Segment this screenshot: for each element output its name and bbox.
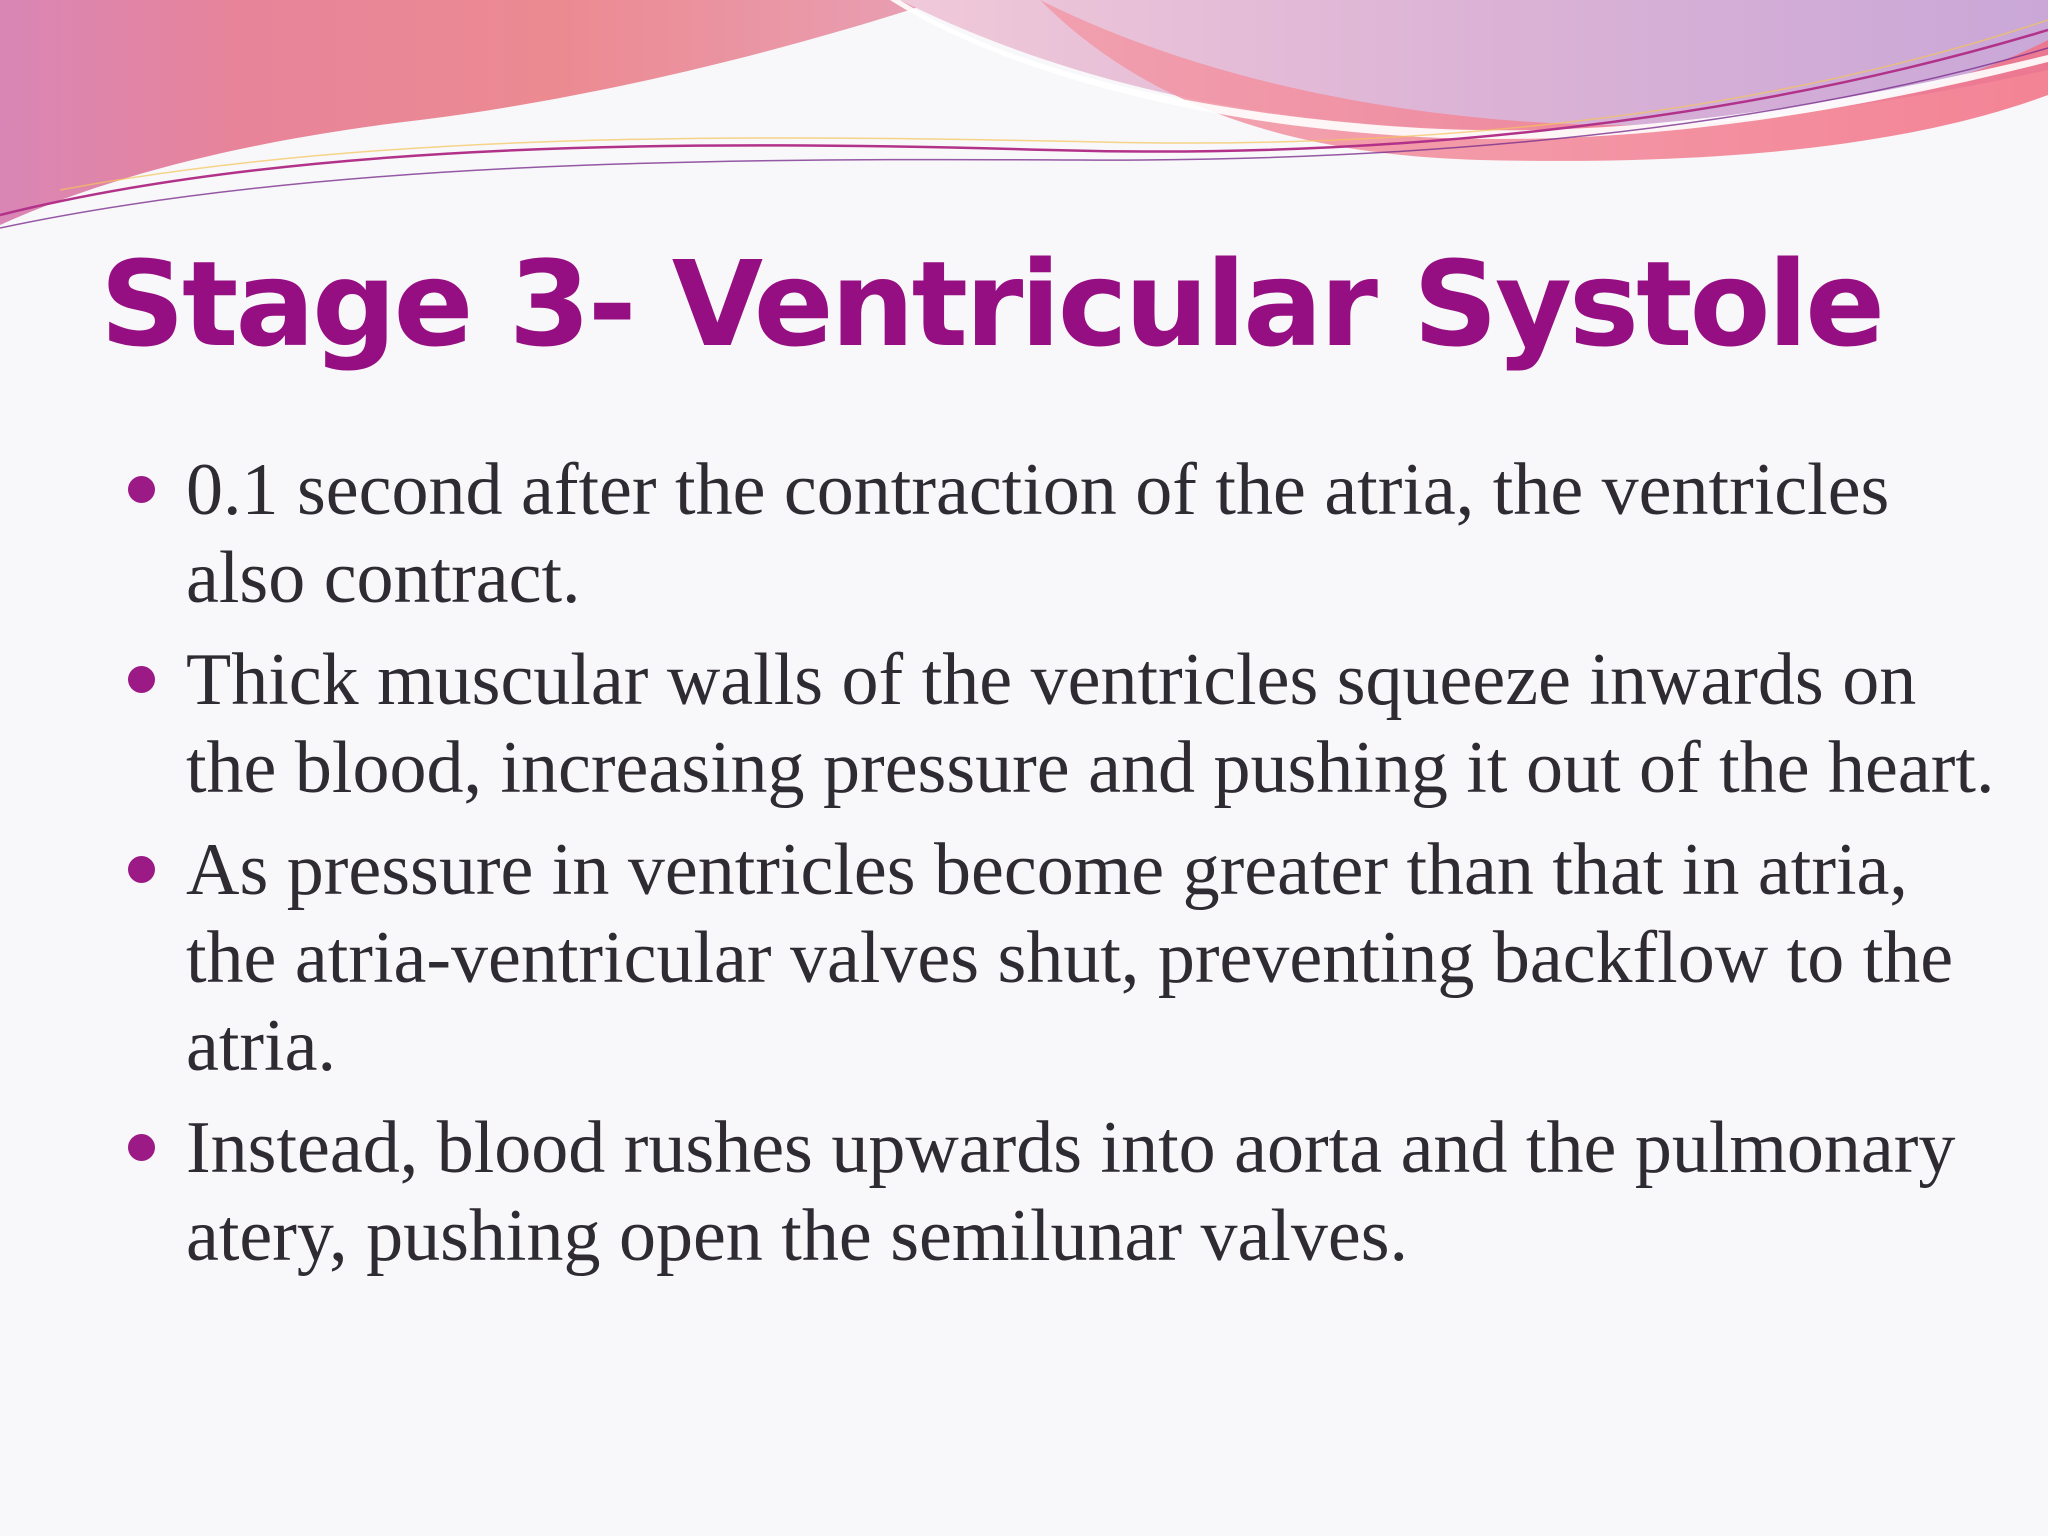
bullet-icon	[128, 1134, 155, 1161]
bullet-icon	[128, 476, 155, 503]
bullet-icon	[128, 666, 155, 693]
bullet-text: As pressure in ventricles become greater than that in atria, the atria-ventricular valves shut, preventing backflow to the atria.	[186, 829, 1954, 1087]
list-item	[128, 446, 2008, 622]
list-item	[128, 826, 2008, 1090]
bullet-list	[128, 446, 2008, 1294]
bullet-text: 0.1 second after the contraction of the atria, the ventricles also contract.	[186, 449, 1890, 619]
list-item	[128, 1104, 2008, 1280]
slide-title: Stage 3- Ventricular Systole	[100, 235, 1883, 373]
header-wave-decoration	[0, 0, 2048, 240]
list-item	[128, 636, 2008, 812]
bullet-text: Thick muscular walls of the ventricles squeeze inwards on the blood, increasing pressure and pushing it out of the heart.	[186, 639, 1995, 809]
bullet-icon	[128, 856, 155, 883]
bullet-text: Instead, blood rushes upwards into aorta and the pulmonary atery, pushing open the semilunar valves.	[186, 1107, 1956, 1277]
